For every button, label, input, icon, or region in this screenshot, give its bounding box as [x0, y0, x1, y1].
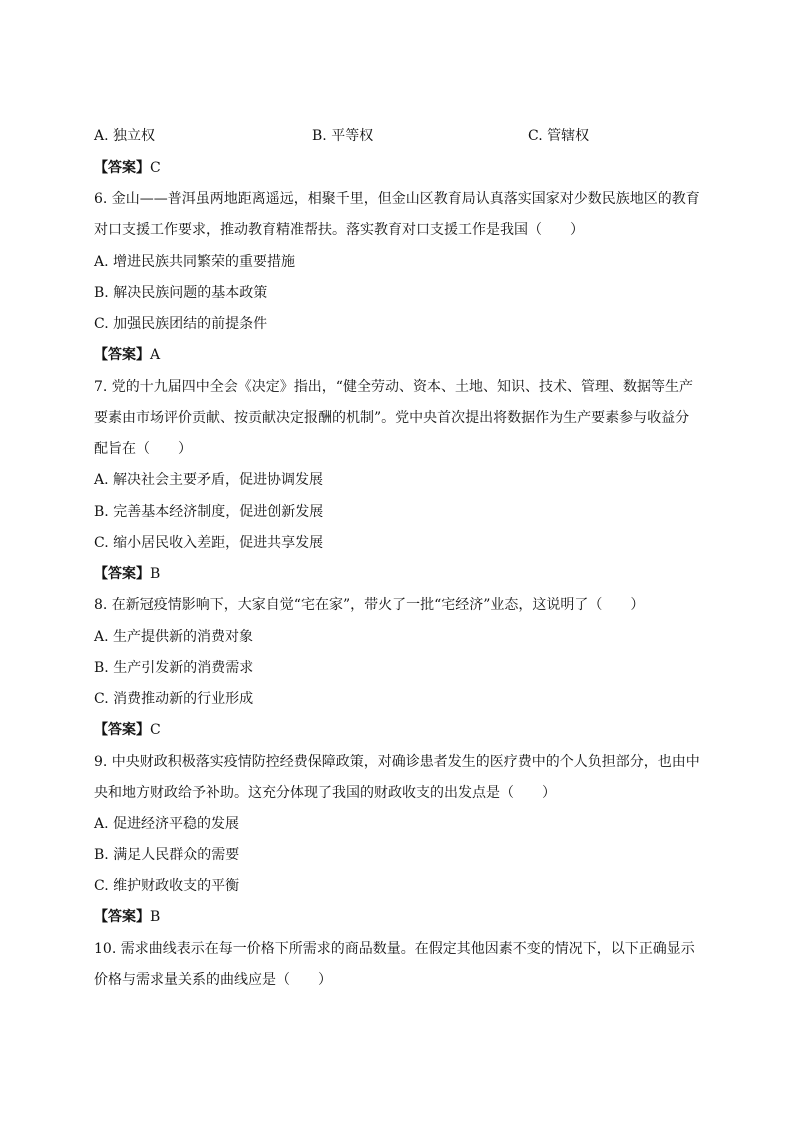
answer-value: C	[150, 160, 161, 176]
q6-option-b: B. 解决民族问题的基本政策	[94, 285, 268, 301]
answer-label: 【答案】	[94, 566, 150, 582]
q6-stem-line2: 对口支援工作要求，推动教育精准帮扶。落实教育对口支援工作是我国（ ）	[94, 222, 584, 238]
answer-label: 【答案】	[94, 160, 150, 176]
q7-option-b: B. 完善基本经济制度，促进创新发展	[94, 504, 324, 520]
q5-option-b: B. 平等权	[312, 128, 374, 144]
q7-stem-line1: 7. 党的十九届四中全会《决定》指出，“健全劳动、资本、土地、知识、技术、管理、数据等生产	[94, 379, 693, 395]
answer-value: A	[150, 347, 161, 363]
q6-stem-line1: 6. 金山——普洱虽两地距离遥远，相聚千里，但金山区教育局认真落实国家对少数民族地区的教育	[94, 191, 700, 207]
q8-option-c: C. 消费推动新的行业形成	[94, 691, 254, 707]
q9-option-b: B. 满足人民群众的需要	[94, 847, 240, 863]
q5-answer	[94, 158, 161, 178]
q8-option-a: A. 生产提供新的消费对象	[94, 629, 254, 645]
answer-value: C	[150, 722, 161, 738]
q9-stem-line2: 央和地方财政给予补助。这充分体现了我国的财政收支的出发点是（ ）	[94, 785, 556, 801]
q7-stem-line2: 要素由市场评价贡献、按贡献决定报酬的机制”。党中央首次提出将数据作为生产要素参与收益分	[94, 410, 690, 426]
answer-value: B	[150, 566, 161, 582]
answer-value: B	[150, 909, 161, 925]
q8-answer	[94, 720, 161, 740]
q5-option-a: A. 独立权	[94, 128, 156, 144]
answer-label: 【答案】	[94, 347, 150, 363]
q7-stem-line3: 配旨在（ ）	[94, 441, 192, 457]
q9-option-a: A. 促进经济平稳的发展	[94, 816, 240, 832]
q7-answer	[94, 564, 160, 584]
q8-stem-line1: 8. 在新冠疫情影响下，大家自觉“宅在家”，带火了一批“宅经济”业态，这说明了（ ）	[94, 597, 645, 613]
q6-option-c: C. 加强民族团结的前提条件	[94, 316, 268, 332]
answer-label: 【答案】	[94, 722, 150, 738]
q7-option-c: C. 缩小居民收入差距，促进共享发展	[94, 535, 324, 551]
q7-option-a: A. 解决社会主要矛盾，促进协调发展	[94, 472, 324, 488]
q9-answer	[94, 907, 160, 927]
q5-option-c: C. 管辖权	[528, 128, 590, 144]
q9-stem-line1: 9. 中央财政积极落实疫情防控经费保障政策，对确诊患者发生的医疗费中的个人负担部分，也由中	[94, 754, 700, 770]
q9-option-c: C. 维护财政收支的平衡	[94, 878, 240, 894]
q10-stem-line2: 价格与需求量关系的曲线应是（ ）	[94, 972, 332, 988]
q6-option-a: A. 增进民族共同繁荣的重要措施	[94, 254, 296, 270]
q8-option-b: B. 生产引发新的消费需求	[94, 660, 254, 676]
q6-answer	[94, 345, 160, 365]
q10-stem-line1: 10. 需求曲线表示在每一价格下所需求的商品数量。在假定其他因素不变的情况下，以下正确显示	[94, 941, 695, 957]
answer-label: 【答案】	[94, 909, 150, 925]
